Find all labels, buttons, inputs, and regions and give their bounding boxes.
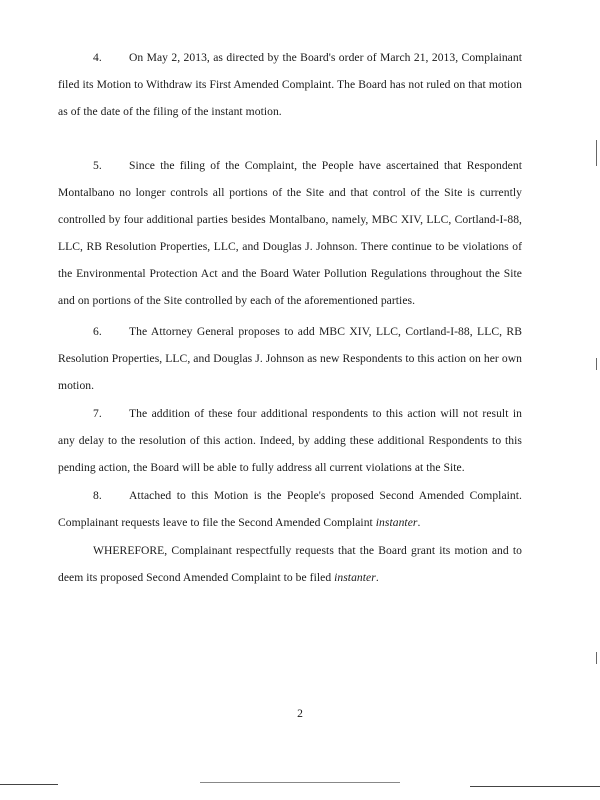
paragraph-text-end: .: [417, 516, 421, 529]
paragraph-number: 5.: [93, 159, 102, 172]
scan-mark: [596, 358, 597, 370]
scan-rule: [200, 782, 400, 783]
scan-mark: [596, 140, 597, 166]
paragraph-6: [58, 318, 522, 399]
scan-rule: [470, 786, 600, 787]
wherefore-clause: [58, 537, 522, 591]
paragraph-7: [58, 400, 522, 481]
paragraph-text: Since the filing of the Complaint, the People have ascertained that Respondent Montalbano no longer controls all portions of the Site and that control of the Site is currently controlled by four additional parties besides Montalbano, namely, MBC XIV, LLC, Cortland-I-88, LLC, RB Resolution Properties, LLC, and Douglas J. Johnson. There continue to be violations of the Environmental Protection Act and the Board Water Pollution Regulations throughout the Site and on portions of the Site controlled by each of the aforementioned parties.: [58, 159, 522, 307]
page-number: 2: [297, 707, 303, 720]
wherefore-text-end: .: [375, 571, 379, 584]
paragraph-text: Attached to this Motion is the People's proposed Second Amended Complaint. Complainant requests leave to file the Second Amended Complaint: [58, 489, 522, 529]
paragraph-number: 6.: [93, 325, 102, 338]
wherefore-text: WHEREFORE, Complainant respectfully requests that the Board grant its motion and to deem its proposed Second Amended Complaint to be filed: [58, 544, 522, 584]
paragraph-text: The Attorney General proposes to add MBC XIV, LLC, Cortland-I-88, LLC, RB Resolution Properties, LLC, and Douglas J. Johnson as new Respondents to this action on her own motion.: [58, 325, 522, 392]
paragraph-number: 4.: [93, 51, 102, 64]
scan-mark: [596, 652, 597, 664]
paragraph-text: The addition of these four additional respondents to this action will not result in any delay to the resolution of this action. Indeed, by adding these additional Respondents to this pending action, the Board will be able to fully address all current violations at the Site.: [58, 407, 522, 474]
paragraph-number: 7.: [93, 407, 102, 420]
paragraph-number: 8.: [93, 489, 102, 502]
instanter-italic: instanter: [375, 516, 418, 529]
instanter-italic: instanter: [334, 571, 376, 584]
paragraph-8: [58, 482, 522, 536]
scan-rule: [0, 784, 58, 785]
paragraph-4: [58, 44, 522, 125]
paragraph-5: [58, 152, 522, 314]
paragraph-text: On May 2, 2013, as directed by the Board's order of March 21, 2013, Complainant filed its Motion to Withdraw its First Amended Complaint. The Board has not ruled on that motion as of the date of the filing of the instant motion.: [58, 51, 522, 118]
